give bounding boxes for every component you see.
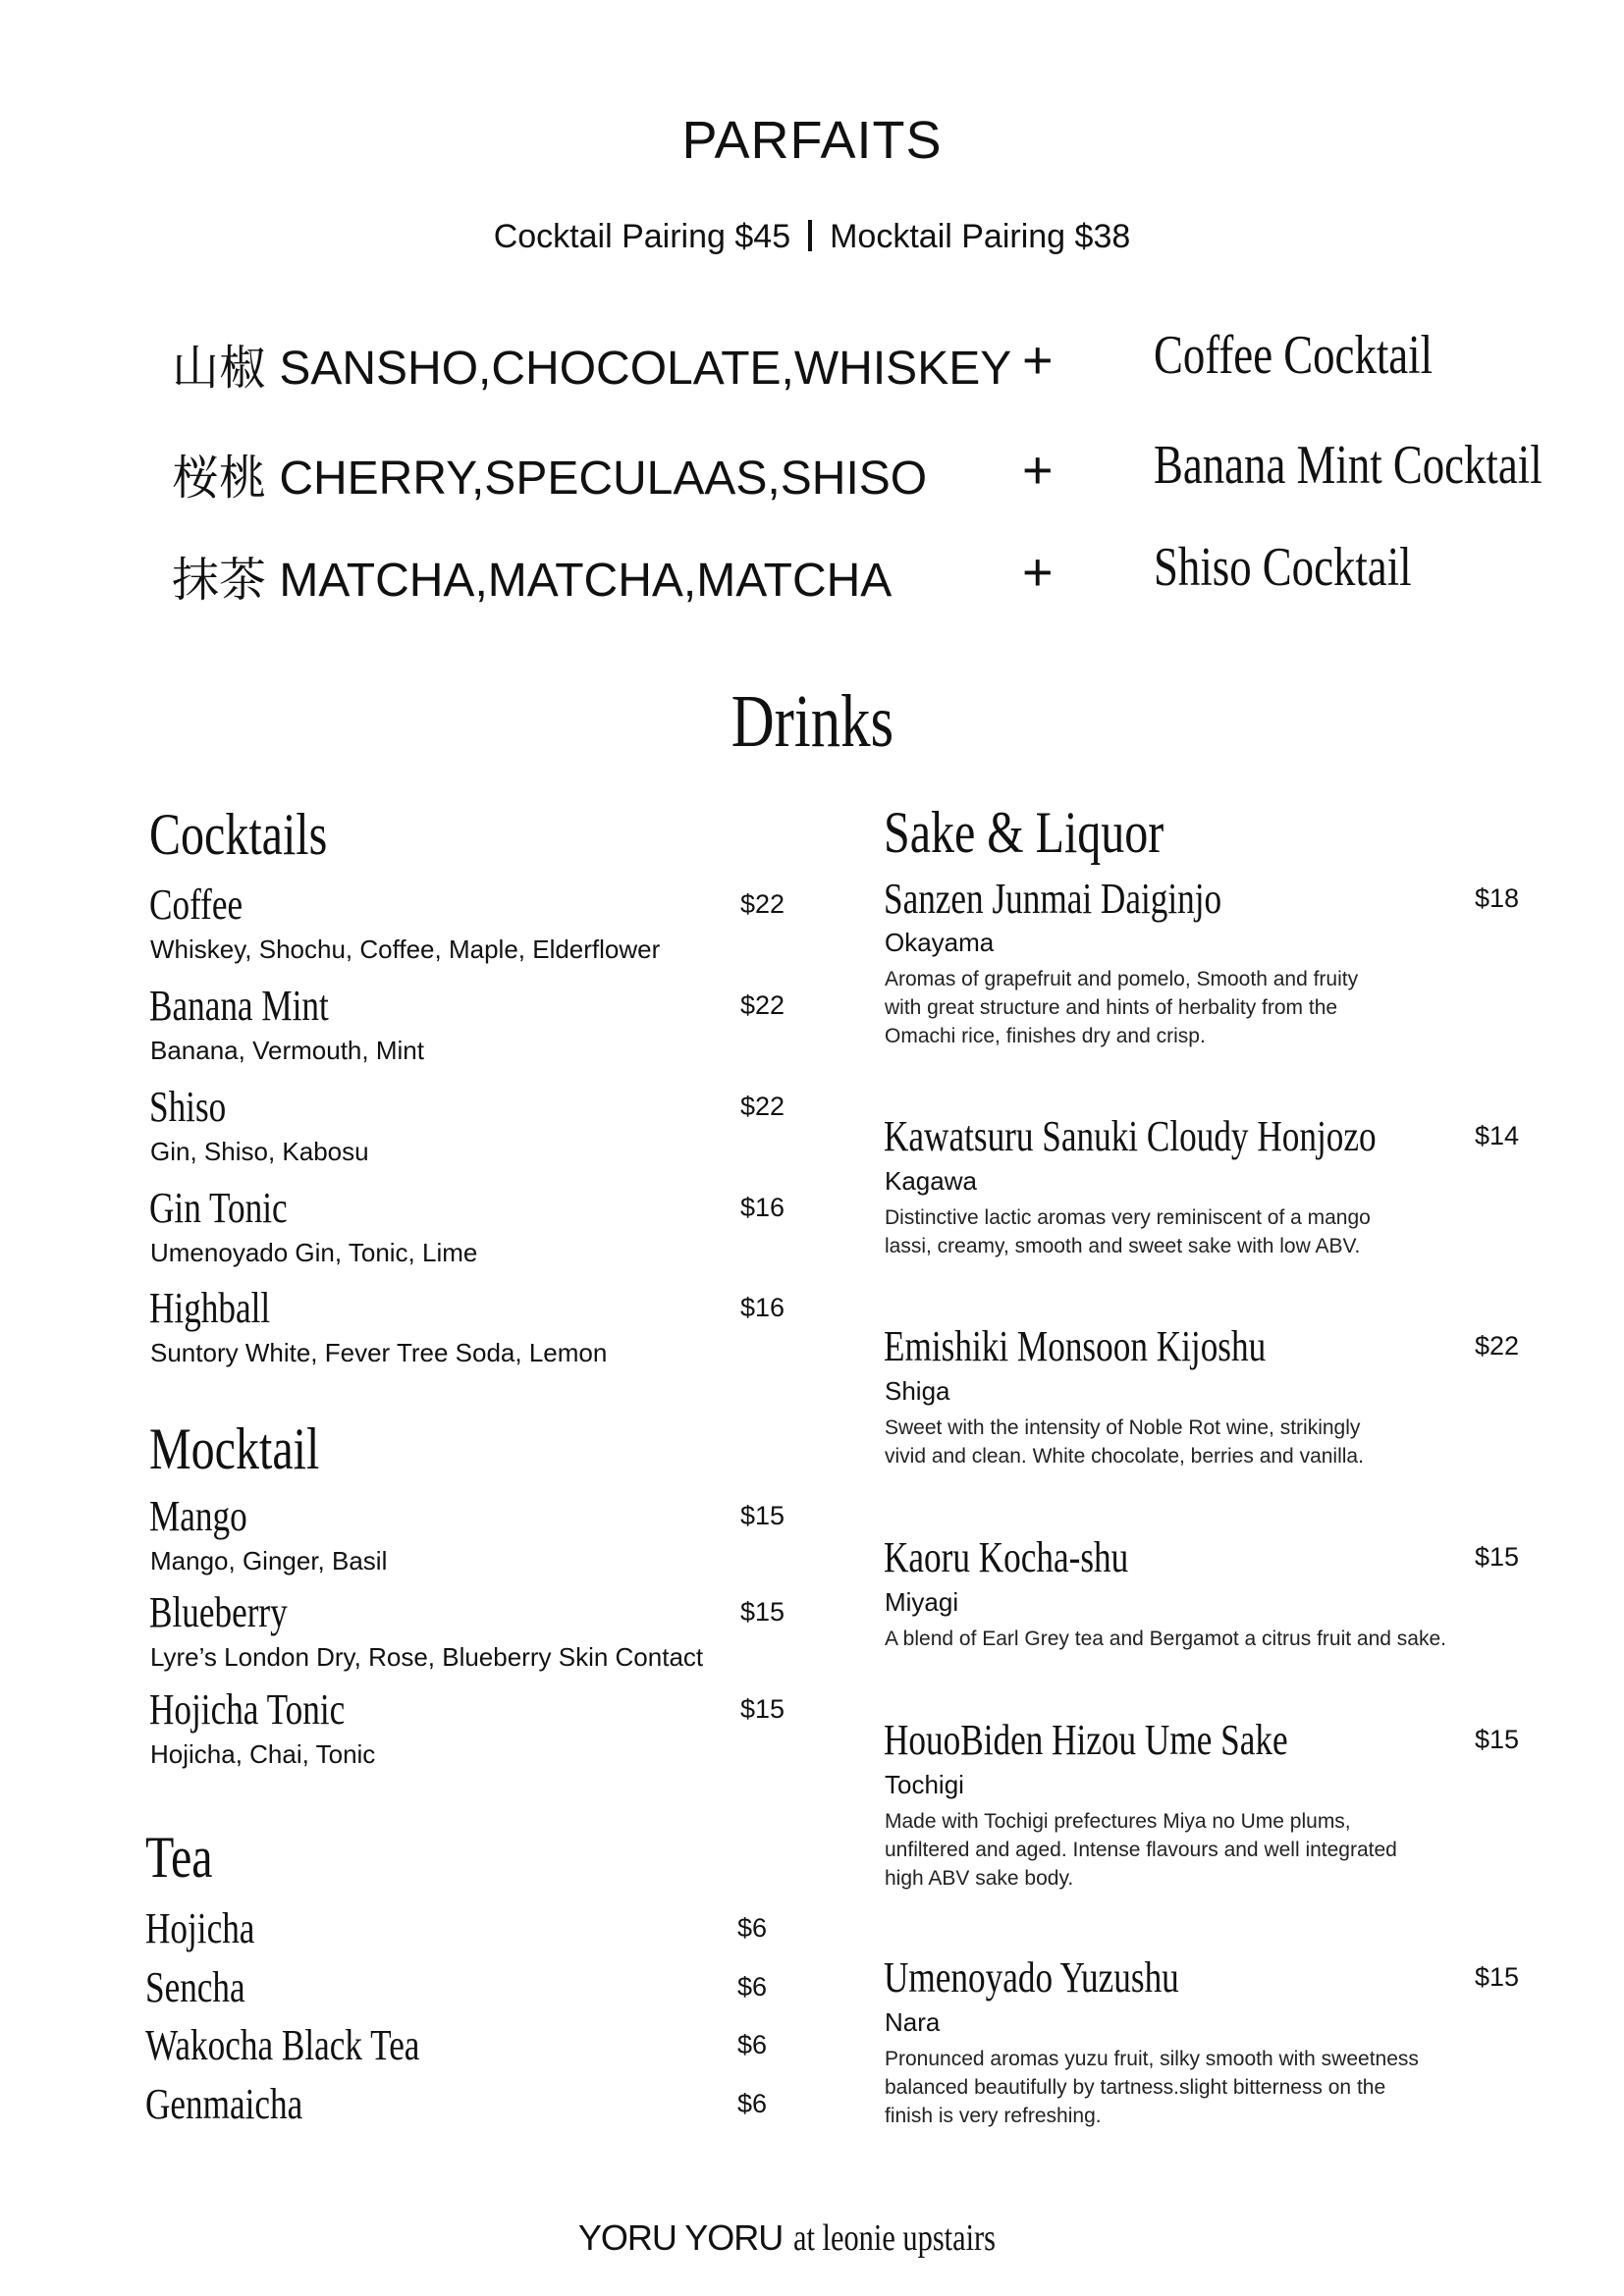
brand-location: at leonie upstairs bbox=[792, 2217, 996, 2259]
sake-region: Miyagi bbox=[885, 1587, 959, 1617]
parfait-pairing: Banana Mint Cocktail bbox=[1154, 435, 1543, 496]
cocktail-price: $16 bbox=[740, 1293, 785, 1322]
mocktail-name: Hojicha Tonic bbox=[149, 1685, 346, 1734]
tea-name: Sencha bbox=[145, 1963, 245, 2011]
sake-price: $15 bbox=[1475, 1542, 1520, 1572]
mocktail-name: Blueberry bbox=[149, 1588, 288, 1636]
sake-name: Sanzen Junmai Daiginjo bbox=[884, 875, 1222, 923]
parfait-pairing: Coffee Cocktail bbox=[1154, 325, 1434, 386]
footer bbox=[0, 2216, 1624, 2260]
sake-desc-line: lassi, creamy, smooth and sweet sake with low ABV. bbox=[885, 1235, 1361, 1257]
sake-desc-line: A blend of Earl Grey tea and Bergamot a citrus fruit and sake. bbox=[885, 1628, 1446, 1650]
mocktail-price: $15 bbox=[740, 1694, 785, 1724]
plus-sign: + bbox=[1022, 543, 1054, 602]
sake-name: HouoBiden Hizou Ume Sake bbox=[884, 1716, 1288, 1764]
sake-description bbox=[885, 1625, 1474, 1653]
tea-price: $6 bbox=[737, 1972, 768, 2002]
cocktail-desc: Gin, Shiso, Kabosu bbox=[150, 1137, 369, 1166]
sake-region: Shiga bbox=[885, 1376, 950, 1406]
sake-description bbox=[885, 1414, 1435, 1470]
cocktail-price: $22 bbox=[740, 990, 785, 1020]
parfait-name: 桜桃 CHERRY,SPECULAAS,SHISO bbox=[172, 453, 928, 505]
sake-price: $15 bbox=[1475, 1962, 1520, 1992]
drinks-title-text: Drinks bbox=[731, 680, 893, 763]
tea-price: $6 bbox=[737, 2030, 768, 2059]
sake-desc-line: Omachi rice, finishes dry and crisp. bbox=[885, 1025, 1206, 1047]
tea-name: Wakocha Black Tea bbox=[145, 2021, 420, 2069]
mocktail-price: $15 bbox=[740, 1597, 785, 1627]
sake-description bbox=[885, 2045, 1435, 2130]
cocktail-name: Coffee bbox=[149, 881, 244, 929]
sake-name: Kaoru Kocha-shu bbox=[884, 1533, 1129, 1581]
sake-desc-line: finish is very refreshing. bbox=[885, 2105, 1102, 2127]
mocktail-desc: Mango, Ginger, Basil bbox=[150, 1546, 388, 1575]
plus-sign: + bbox=[1022, 331, 1054, 390]
sake-price: $15 bbox=[1475, 1725, 1520, 1754]
mocktail-pairing-price: Mocktail Pairing $38 bbox=[830, 218, 1131, 255]
mocktail-name: Mango bbox=[149, 1492, 247, 1540]
parfait-name: 抹茶 MATCHA,MATCHA,MATCHA bbox=[172, 555, 893, 607]
mocktail-desc: Lyre’s London Dry, Rose, Blueberry Skin Contact bbox=[150, 1642, 704, 1672]
sake-region: Tochigi bbox=[885, 1770, 964, 1799]
sake-name: Emishiki Monsoon Kijoshu bbox=[884, 1322, 1267, 1370]
parfait-row bbox=[172, 435, 1543, 508]
sake-description bbox=[885, 1807, 1435, 1893]
sake-name: Kawatsuru Sanuki Cloudy Honjozo bbox=[884, 1112, 1377, 1160]
cocktail-desc: Umenoyado Gin, Tonic, Lime bbox=[150, 1238, 478, 1267]
sake-price: $18 bbox=[1475, 883, 1520, 913]
cocktail-price: $22 bbox=[740, 889, 785, 919]
parfait-name: 山椒 SANSHO,CHOCOLATE,WHISKEY bbox=[172, 343, 1012, 395]
cocktail-price: $22 bbox=[740, 1092, 785, 1121]
sake-desc-line: Aromas of grapefruit and pomelo, Smooth and fruity bbox=[885, 968, 1359, 990]
parfaits-title: PARFAITS bbox=[681, 111, 943, 170]
sake-desc-line: Pronunced aromas yuzu fruit, silky smooth with sweetness bbox=[885, 2048, 1419, 2070]
mocktail-title: Mocktail bbox=[149, 1416, 320, 1481]
parfait-pairing: Shiso Cocktail bbox=[1154, 537, 1412, 598]
sake-region: Kagawa bbox=[885, 1166, 977, 1196]
brand-name: YORU YORU bbox=[577, 2217, 784, 2258]
sake-description bbox=[885, 965, 1435, 1050]
cocktail-name: Banana Mint bbox=[149, 982, 329, 1030]
tea-price: $6 bbox=[737, 2089, 768, 2118]
sake-desc-line: vivid and clean. White chocolate, berries and vanilla. bbox=[885, 1445, 1364, 1468]
sake-desc-line: high ABV sake body. bbox=[885, 1867, 1074, 1890]
sake-description bbox=[885, 1203, 1435, 1260]
plus-sign: + bbox=[1022, 441, 1054, 500]
tea-title: Tea bbox=[145, 1825, 213, 1890]
sake-region: Nara bbox=[885, 2007, 941, 2037]
cocktails-title: Cocktails bbox=[149, 802, 328, 867]
cocktail-desc: Banana, Vermouth, Mint bbox=[150, 1036, 424, 1065]
sake-desc-line: Distinctive lactic aromas very reminiscent of a mango bbox=[885, 1206, 1371, 1229]
cocktail-name: Gin Tonic bbox=[149, 1184, 288, 1232]
pairing-divider bbox=[808, 220, 812, 251]
sake-desc-line: Sweet with the intensity of Noble Rot wine, strikingly bbox=[885, 1416, 1361, 1439]
sake-region: Okayama bbox=[885, 928, 995, 957]
sake-desc-line: balanced beautifully by tartness.slight bitterness on the bbox=[885, 2076, 1386, 2099]
sake-desc-line: unfiltered and aged. Intense flavours and well integrated bbox=[885, 1839, 1397, 1861]
sake-desc-line: Made with Tochigi prefectures Miya no Ume plums, bbox=[885, 1810, 1351, 1833]
tea-price: $6 bbox=[737, 1913, 768, 1943]
pairing-prices bbox=[0, 218, 1624, 256]
tea-name: Hojicha bbox=[145, 1904, 255, 1952]
parfait-row bbox=[172, 325, 1488, 399]
cocktail-desc: Suntory White, Fever Tree Soda, Lemon bbox=[150, 1338, 608, 1367]
cocktail-pairing-price: Cocktail Pairing $45 bbox=[493, 218, 791, 255]
parfait-row bbox=[172, 537, 1488, 611]
cocktail-name: Shiso bbox=[149, 1083, 227, 1131]
sake-name: Umenoyado Yuzushu bbox=[884, 1953, 1179, 2002]
cocktail-price: $16 bbox=[740, 1193, 785, 1222]
cocktail-name: Highball bbox=[149, 1284, 271, 1332]
drinks-title bbox=[0, 679, 1624, 765]
tea-name: Genmaicha bbox=[145, 2080, 303, 2128]
sake-price: $22 bbox=[1475, 1331, 1520, 1361]
sake-title: Sake & Liquor bbox=[884, 800, 1164, 865]
cocktail-desc: Whiskey, Shochu, Coffee, Maple, Elderflower bbox=[150, 934, 661, 964]
mocktail-price: $15 bbox=[740, 1501, 785, 1530]
sake-desc-line: with great structure and hints of herbality from the bbox=[885, 996, 1338, 1019]
sake-price: $14 bbox=[1475, 1121, 1520, 1150]
mocktail-desc: Hojicha, Chai, Tonic bbox=[150, 1739, 376, 1769]
